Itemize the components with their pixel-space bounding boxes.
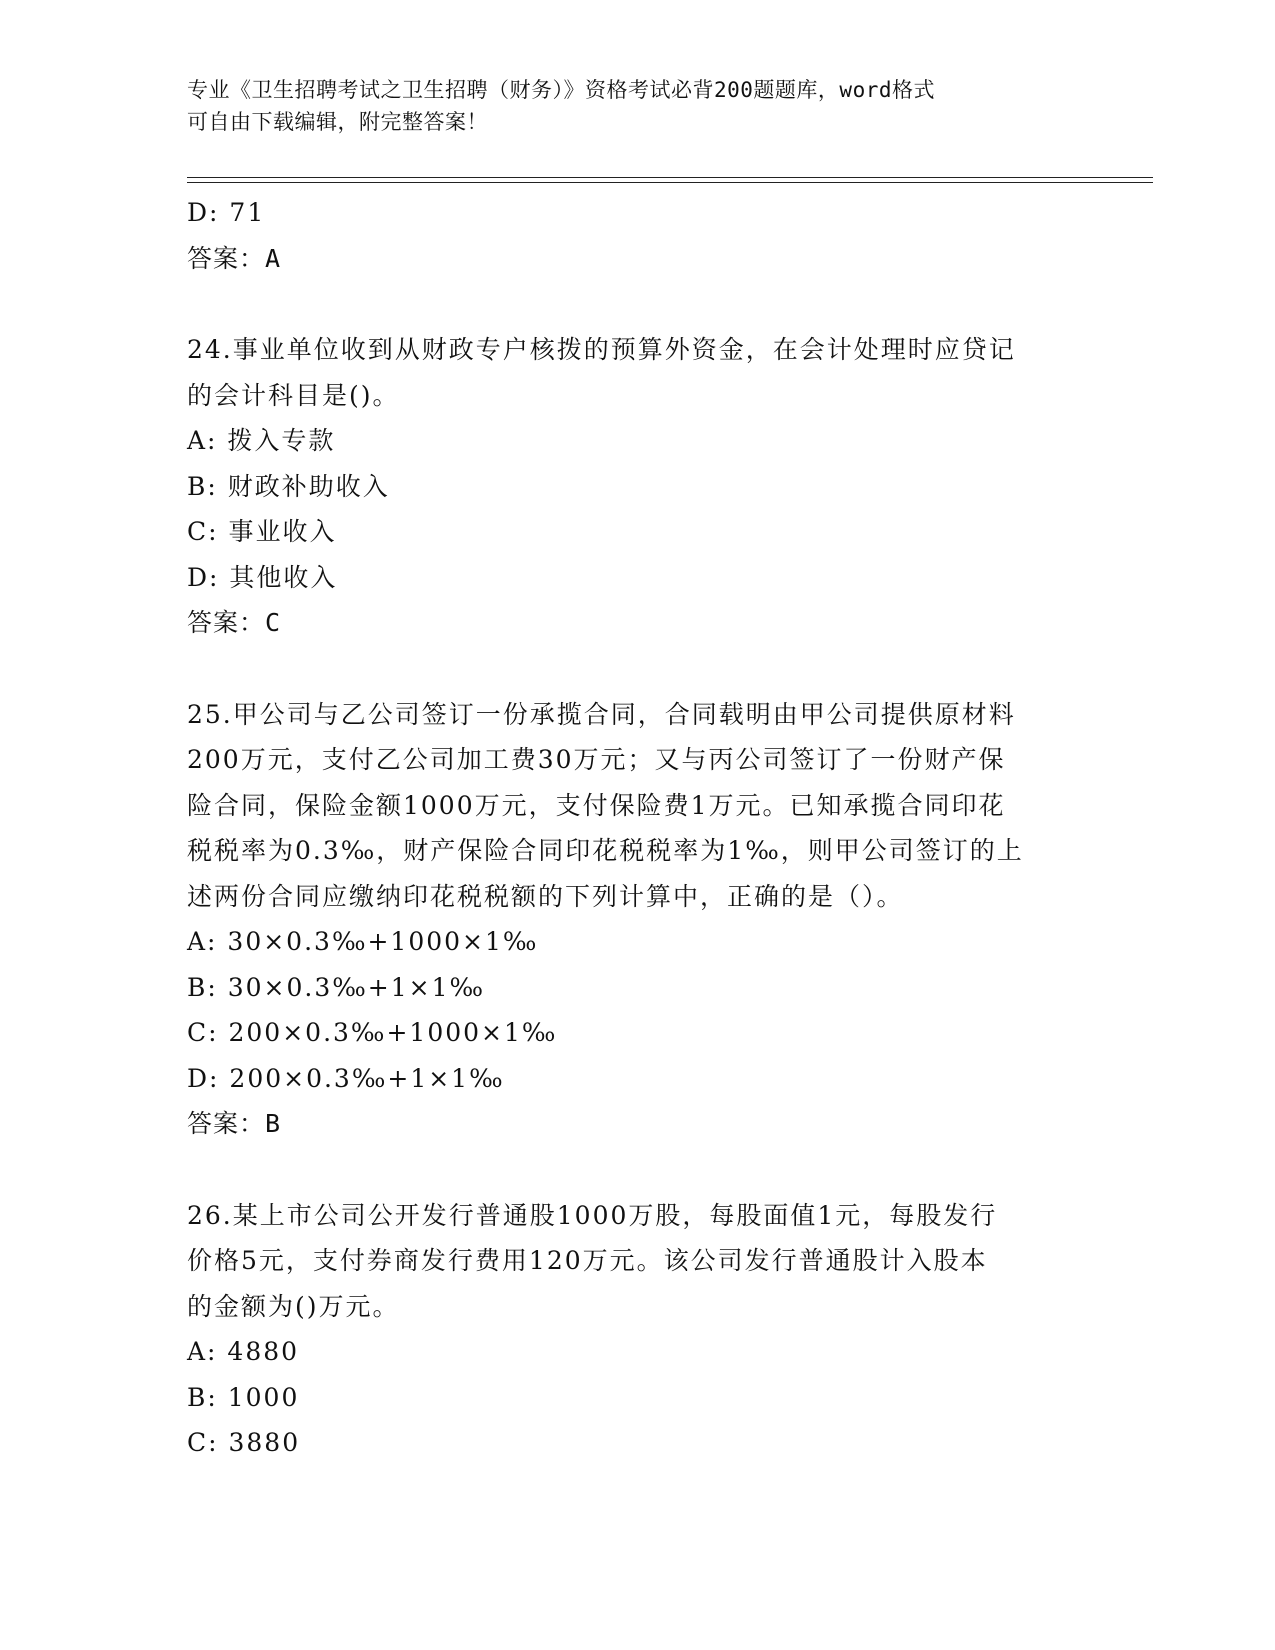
question-stem-line: 税税率为0.3‰，财产保险合同印花税税率为1‰，则甲公司签订的上: [187, 836, 1024, 865]
option-a: A: 拨入专款: [187, 426, 336, 455]
question-stem-line: 述两份合同应缴纳印花税税额的下列计算中，正确的是（）。: [187, 881, 904, 911]
question-stem-line: 25.甲公司与乙公司签订一份承揽合同，合同载明由甲公司提供原材料: [187, 699, 1016, 729]
question-stem-line: 200万元，支付乙公司加工费30万元；又与丙公司签订了一份财产保: [187, 745, 1006, 774]
spacer: [187, 646, 1087, 692]
option-b: B: 30×0.3‰+1×1‰: [187, 972, 486, 1002]
option-b: B: 财政补助收入: [187, 471, 390, 501]
header-title-line-2: 可自由下载编辑，附完整答案！: [187, 110, 488, 134]
option-d: D: 其他收入: [187, 562, 338, 592]
question-content: [187, 190, 1087, 1466]
question-26: [187, 1193, 1087, 1466]
option-d: D: 200×0.3‰+1×1‰: [187, 1063, 505, 1093]
header-title-line-1: 专业《卫生招聘考试之卫生招聘（财务）》资格考试必背200题题库，word格式: [187, 78, 935, 102]
spacer: [187, 281, 1087, 327]
question-stem-line: 险合同，保险金额1000万元，支付保险费1万元。已知承揽合同印花: [187, 790, 1006, 820]
header-divider-top: [187, 177, 1153, 178]
option-b: B: 1000: [187, 1382, 300, 1412]
question-stem-line: 24.事业单位收到从财政专户核拨的预算外资金，在会计处理时应贷记: [187, 335, 1016, 364]
answer-line: 答案：B: [187, 1109, 282, 1138]
option-c: C: 200×0.3‰+1000×1‰: [187, 1018, 558, 1047]
question-stem-line: 的会计科目是()。: [187, 380, 400, 410]
option-a: A: 4880: [187, 1337, 300, 1366]
spacer: [187, 1147, 1087, 1193]
question-stem-line: 26.某上市公司公开发行普通股1000万股，每股面值1元，每股发行: [187, 1200, 998, 1230]
question-stem-line: 价格5元，支付券商发行费用120万元。该公司发行普通股计入股本: [187, 1246, 988, 1275]
page-header: [187, 74, 1067, 138]
option-c: C: 3880: [187, 1428, 301, 1457]
question-stem-line: 的金额为()万元。: [187, 1291, 400, 1321]
option-a: A: 30×0.3‰+1000×1‰: [187, 927, 539, 956]
header-divider-bottom: [187, 182, 1153, 183]
question-24: [187, 327, 1087, 646]
answer-line: 答案：A: [187, 243, 282, 273]
option-c: C: 事业收入: [187, 517, 337, 546]
previous-question-tail: [187, 190, 1087, 281]
answer-line: 答案：C: [187, 608, 282, 637]
option-d: D: 71: [187, 198, 266, 227]
question-25: [187, 692, 1087, 1147]
